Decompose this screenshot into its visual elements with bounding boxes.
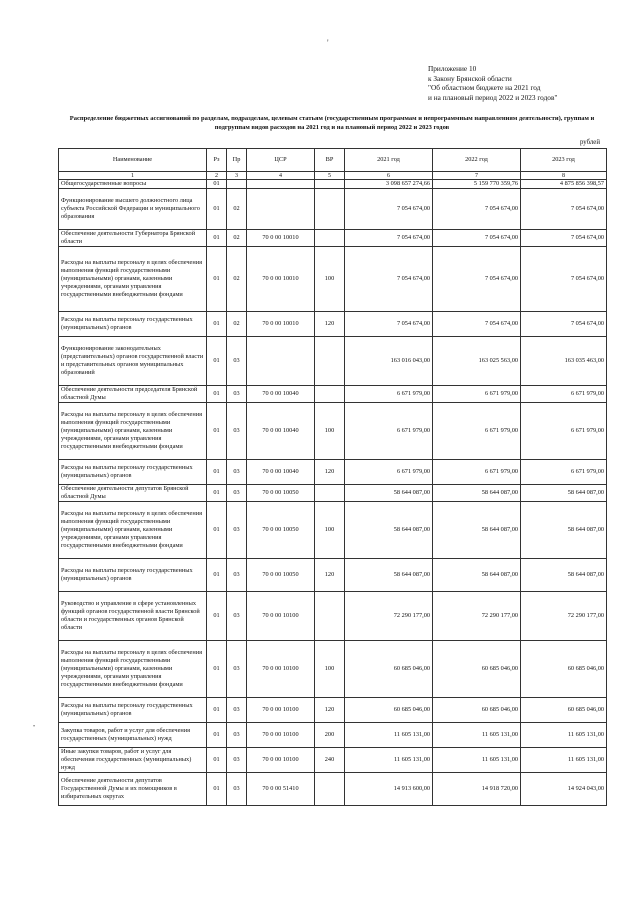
row-pr: 03 (227, 501, 247, 558)
row-vr: 100 (315, 501, 345, 558)
row-pr: 03 (227, 336, 247, 385)
row-value-2022: 6 671 979,00 (433, 385, 521, 402)
row-rz: 01 (207, 311, 227, 336)
row-csr: 70 0 00 10010 (247, 246, 315, 311)
row-value-2022: 14 918 720,00 (433, 772, 521, 805)
row-name: Расходы на выплаты персоналу государственных (муниципальных) органов (59, 459, 207, 484)
row-name: Руководство и управление в сфере установленных функций органов государственной власти Брянской области и государственных органов Брянской области (59, 591, 207, 640)
row-vr (315, 385, 345, 402)
row-rz: 01 (207, 501, 227, 558)
row-name: Расходы на выплаты персоналу государственных (муниципальных) органов (59, 311, 207, 336)
appendix-line: "Об областном бюджете на 2021 год (428, 83, 541, 93)
row-csr: 70 0 00 10100 (247, 722, 315, 747)
table-row (59, 180, 607, 189)
row-name: Обеспечение деятельности депутатов Брянской областной Думы (59, 484, 207, 501)
row-value-2021: 6 671 979,00 (345, 385, 433, 402)
row-value-2023: 60 685 046,00 (521, 640, 607, 697)
appendix-line: и на плановый период 2022 и 2023 годов" (428, 92, 558, 102)
row-value-2022: 60 685 046,00 (433, 640, 521, 697)
table-row (59, 722, 607, 747)
row-csr: 70 0 00 10100 (247, 697, 315, 722)
table-row (59, 459, 607, 484)
row-name: Расходы на выплаты персоналу в целях обеспечения выполнения функций государственными (муниципальными) органами, казенными учреждениями, органами управления государственными внебюджетными фондами (59, 501, 207, 558)
row-vr (315, 591, 345, 640)
row-value-2022: 72 290 177,00 (433, 591, 521, 640)
row-value-2021: 6 671 979,00 (345, 459, 433, 484)
row-csr: 70 0 00 10040 (247, 385, 315, 402)
row-csr: 70 0 00 10100 (247, 591, 315, 640)
table-row (59, 501, 607, 558)
row-name: Расходы на выплаты персоналу государственных (муниципальных) органов (59, 558, 207, 591)
row-name: Расходы на выплаты персоналу в целях обеспечения выполнения функций государственными (муниципальными) органами, казенными учреждениями, органами управления государственными внебюджетными фондами (59, 640, 207, 697)
row-rz: 01 (207, 246, 227, 311)
row-pr: 02 (227, 311, 247, 336)
table-row (59, 229, 607, 246)
column-number: 4 (247, 172, 315, 180)
row-name: Иные закупки товаров, работ и услуг для обеспечения государственных (муниципальных) нужд (59, 747, 207, 772)
row-name: Функционирование высшего должностного лица субъекта Российской Федерации и муниципального образования (59, 188, 207, 229)
column-header: ВР (315, 149, 345, 172)
row-value-2023: 58 644 087,00 (521, 484, 607, 501)
row-value-2022: 58 644 087,00 (433, 501, 521, 558)
row-vr (315, 772, 345, 805)
row-rz: 01 (207, 336, 227, 385)
table-row (59, 188, 607, 229)
row-vr: 120 (315, 558, 345, 591)
row-vr (315, 180, 345, 189)
row-value-2023: 7 054 674,00 (521, 246, 607, 311)
budget-table (58, 148, 607, 806)
appendix-line: к Закону Брянской области (428, 73, 512, 83)
table-row (59, 246, 607, 311)
row-rz: 01 (207, 697, 227, 722)
row-csr: 70 0 00 10050 (247, 484, 315, 501)
row-vr: 120 (315, 697, 345, 722)
units-label: рублей (580, 139, 600, 146)
column-number: 3 (227, 172, 247, 180)
table-row (59, 772, 607, 805)
row-name: Функционирование законодательных (представительных) органов государственной власти и представительных органов муниципальных образований (59, 336, 207, 385)
row-name: Обеспечение деятельности депутатов Государственной Думы и их помощников в избирательных округах (59, 772, 207, 805)
row-csr: 70 0 00 10100 (247, 640, 315, 697)
margin-mark: • (33, 724, 36, 730)
table-row (59, 311, 607, 336)
row-vr (315, 336, 345, 385)
row-value-2021: 58 644 087,00 (345, 484, 433, 501)
column-header: Рз (207, 149, 227, 172)
row-rz: 01 (207, 722, 227, 747)
row-value-2023: 60 685 046,00 (521, 697, 607, 722)
row-name: Расходы на выплаты персоналу в целях обеспечения выполнения функций государственными (муниципальными) органами, казенными учреждениями, органами управления государственными внебюджетными фондами (59, 246, 207, 311)
row-csr (247, 180, 315, 189)
column-number: 8 (521, 172, 607, 180)
row-value-2023: 6 671 979,00 (521, 385, 607, 402)
column-header: 2021 год (345, 149, 433, 172)
row-pr: 02 (227, 188, 247, 229)
row-value-2021: 7 054 674,00 (345, 188, 433, 229)
column-number: 6 (345, 172, 433, 180)
row-vr (315, 188, 345, 229)
row-value-2023: 163 035 463,00 (521, 336, 607, 385)
row-value-2023: 58 644 087,00 (521, 558, 607, 591)
row-pr: 03 (227, 591, 247, 640)
row-value-2021: 7 054 674,00 (345, 311, 433, 336)
row-pr: 03 (227, 459, 247, 484)
row-rz: 01 (207, 640, 227, 697)
row-value-2021: 14 913 600,00 (345, 772, 433, 805)
table-row (59, 747, 607, 772)
row-rz: 01 (207, 747, 227, 772)
row-name: Расходы на выплаты персоналу государственных (муниципальных) органов (59, 697, 207, 722)
row-value-2022: 6 671 979,00 (433, 402, 521, 459)
row-name: Обеспечение деятельности Губернатора Брянской области (59, 229, 207, 246)
row-pr: 03 (227, 722, 247, 747)
row-rz: 01 (207, 558, 227, 591)
row-pr: 03 (227, 385, 247, 402)
row-vr (315, 229, 345, 246)
row-csr: 70 0 00 10050 (247, 501, 315, 558)
row-name: Закупка товаров, работ и услуг для обеспечения государственных (муниципальных) нужд (59, 722, 207, 747)
row-csr: 70 0 00 10100 (247, 747, 315, 772)
column-header: ЦСР (247, 149, 315, 172)
row-value-2023: 14 924 043,00 (521, 772, 607, 805)
row-pr: 03 (227, 772, 247, 805)
row-value-2023: 7 054 674,00 (521, 311, 607, 336)
row-value-2022: 11 605 131,00 (433, 722, 521, 747)
row-value-2022: 60 685 046,00 (433, 697, 521, 722)
row-pr (227, 180, 247, 189)
row-csr: 70 0 00 10040 (247, 402, 315, 459)
row-value-2021: 72 290 177,00 (345, 591, 433, 640)
row-value-2022: 163 025 563,00 (433, 336, 521, 385)
row-vr: 120 (315, 311, 345, 336)
row-rz: 01 (207, 402, 227, 459)
table-header-row (59, 149, 607, 172)
row-vr: 100 (315, 402, 345, 459)
row-csr: 70 0 00 51410 (247, 772, 315, 805)
row-rz: 01 (207, 180, 227, 189)
row-vr: 120 (315, 459, 345, 484)
table-row (59, 385, 607, 402)
page-mark: ' (327, 38, 329, 48)
row-pr: 03 (227, 484, 247, 501)
row-value-2021: 11 605 131,00 (345, 722, 433, 747)
row-rz: 01 (207, 484, 227, 501)
table-row (59, 402, 607, 459)
row-rz: 01 (207, 188, 227, 229)
row-value-2022: 5 159 770 359,76 (433, 180, 521, 189)
row-csr: 70 0 00 10040 (247, 459, 315, 484)
row-value-2021: 6 671 979,00 (345, 402, 433, 459)
row-vr: 200 (315, 722, 345, 747)
row-value-2021: 58 644 087,00 (345, 501, 433, 558)
row-value-2021: 58 644 087,00 (345, 558, 433, 591)
table-row (59, 336, 607, 385)
row-csr: 70 0 00 10050 (247, 558, 315, 591)
row-value-2022: 58 644 087,00 (433, 484, 521, 501)
row-value-2023: 6 671 979,00 (521, 402, 607, 459)
row-pr: 03 (227, 402, 247, 459)
row-value-2021: 7 054 674,00 (345, 229, 433, 246)
row-name: Общегосударственные вопросы (59, 180, 207, 189)
row-csr (247, 336, 315, 385)
row-vr: 240 (315, 747, 345, 772)
column-header: 2023 год (521, 149, 607, 172)
row-value-2022: 7 054 674,00 (433, 188, 521, 229)
appendix-line: Приложение 10 (428, 64, 477, 73)
row-value-2023: 6 671 979,00 (521, 459, 607, 484)
appendix-note (428, 64, 633, 102)
column-header: 2022 год (433, 149, 521, 172)
row-pr: 02 (227, 229, 247, 246)
row-value-2023: 72 290 177,00 (521, 591, 607, 640)
table-row (59, 697, 607, 722)
row-value-2023: 4 875 856 398,57 (521, 180, 607, 189)
row-vr: 100 (315, 640, 345, 697)
row-pr: 03 (227, 697, 247, 722)
column-number: 1 (59, 172, 207, 180)
table-row (59, 640, 607, 697)
row-rz: 01 (207, 591, 227, 640)
table-row (59, 591, 607, 640)
row-csr: 70 0 00 10010 (247, 311, 315, 336)
row-csr: 70 0 00 10010 (247, 229, 315, 246)
row-value-2023: 7 054 674,00 (521, 229, 607, 246)
row-value-2022: 6 671 979,00 (433, 459, 521, 484)
row-value-2023: 11 605 131,00 (521, 747, 607, 772)
row-vr: 100 (315, 246, 345, 311)
column-number: 2 (207, 172, 227, 180)
row-value-2021: 11 605 131,00 (345, 747, 433, 772)
row-value-2023: 7 054 674,00 (521, 188, 607, 229)
row-value-2022: 7 054 674,00 (433, 229, 521, 246)
document-heading: Распределение бюджетных ассигнований по разделам, подразделам, целевым статьям (государственным программам и непрограммным направлениям деятельности), группам и подгруппам видов расходов на 2021 год и на плановый период 2022 и 2023 годов (69, 115, 595, 131)
row-value-2022: 11 605 131,00 (433, 747, 521, 772)
column-header: Пр (227, 149, 247, 172)
row-name: Расходы на выплаты персоналу в целях обеспечения выполнения функций государственными (муниципальными) органами, казенными учреждениями, органами управления государственными внебюджетными фондами (59, 402, 207, 459)
column-number: 7 (433, 172, 521, 180)
column-number-row (59, 172, 607, 180)
row-rz: 01 (207, 772, 227, 805)
row-pr: 02 (227, 246, 247, 311)
row-value-2021: 3 098 657 274,66 (345, 180, 433, 189)
table-row (59, 484, 607, 501)
row-vr (315, 484, 345, 501)
row-value-2023: 58 644 087,00 (521, 501, 607, 558)
row-value-2023: 11 605 131,00 (521, 722, 607, 747)
row-pr: 03 (227, 747, 247, 772)
row-pr: 03 (227, 640, 247, 697)
row-rz: 01 (207, 459, 227, 484)
row-rz: 01 (207, 385, 227, 402)
row-value-2022: 7 054 674,00 (433, 246, 521, 311)
column-number: 5 (315, 172, 345, 180)
column-header: Наименование (59, 149, 207, 172)
row-value-2022: 58 644 087,00 (433, 558, 521, 591)
row-pr: 03 (227, 558, 247, 591)
row-name: Обеспечение деятельности председателя Брянской областной Думы (59, 385, 207, 402)
row-value-2021: 60 685 046,00 (345, 697, 433, 722)
row-csr (247, 188, 315, 229)
row-value-2021: 7 054 674,00 (345, 246, 433, 311)
row-rz: 01 (207, 229, 227, 246)
row-value-2021: 60 685 046,00 (345, 640, 433, 697)
table-row (59, 558, 607, 591)
row-value-2022: 7 054 674,00 (433, 311, 521, 336)
row-value-2021: 163 016 043,00 (345, 336, 433, 385)
